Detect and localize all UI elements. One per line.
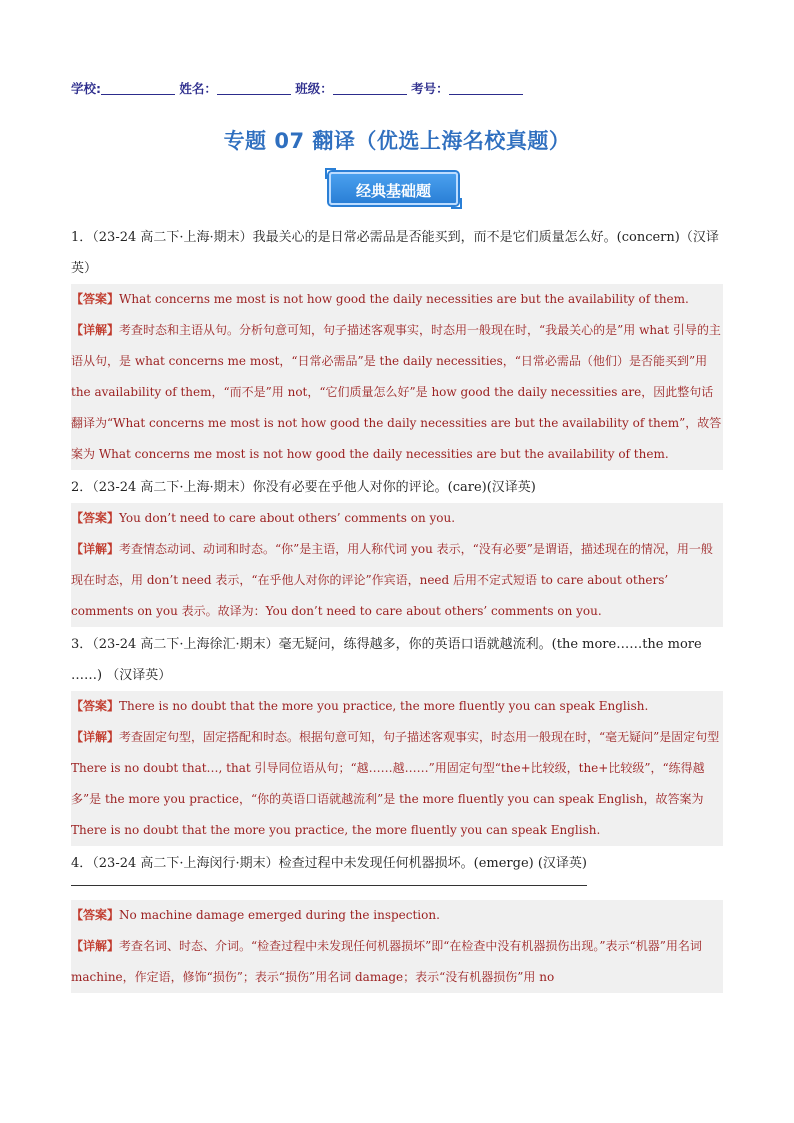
detail-line: [71, 931, 723, 993]
answer-line: [71, 503, 723, 534]
answer-tag: 【答案】: [71, 511, 120, 525]
question-prompt: 3．（23-24 高二下·上海徐汇·期末）毫无疑问，练得越多，你的英语口语就越流利。(the more……the more ……) （汉译英）: [71, 637, 702, 683]
school-blank[interactable]: [101, 82, 175, 95]
answer-box: [71, 503, 723, 627]
answer-write-line[interactable]: [71, 885, 587, 886]
answer-line: [71, 284, 723, 315]
answer-line: [71, 900, 723, 931]
answer-box: [71, 900, 723, 993]
badge-label: 经典基础题: [355, 182, 431, 200]
section-badge: [325, 168, 462, 209]
answer-text: There is no doubt that the more you practice, the more fluently you can speak English.: [119, 699, 649, 713]
question-prompt: 2．（23-24 高二下·上海·期末）你没有必要在乎他人对你的评论。(care)(汉译英): [71, 480, 536, 495]
class-label: 班级：: [295, 81, 333, 96]
answer-box: [71, 284, 723, 470]
answer-box: [71, 691, 723, 846]
detail-text: 考查时态和主语从句。分析句意可知，句子描述客观事实，时态用一般现在时，“我最关心的是”用 what 引导的主语从句，是 what concerns me most，“日常必需品”是 the daily necessities，“日常必需品（他们）是否能买到”用 the availability of them，“而不是”用 not，“它们质量怎么好”是 how good the daily necessities are，因此整句话翻译为“What concerns me most is not how good the daily necessities are but the availability of them”，故答案为 What concerns me most is not how good the daily necessities are but the availability of them.: [71, 323, 722, 461]
detail-line: [71, 315, 723, 470]
answer-text: You don’t need to care about others’ comments on you.: [119, 511, 456, 525]
class-blank[interactable]: [333, 82, 407, 95]
detail-line: [71, 722, 723, 846]
answer-line: [71, 691, 723, 722]
name-label: 姓名：: [179, 81, 217, 96]
answer-tag: 【答案】: [71, 699, 120, 713]
question-list: [71, 222, 723, 995]
answer-tag: 【答案】: [71, 292, 120, 306]
name-blank[interactable]: [217, 82, 291, 95]
question-prompt: 4．（23-24 高二下·上海闵行·期末）检查过程中未发现任何机器损坏。(emerge) (汉译英): [71, 856, 588, 871]
school-label: 学校:: [71, 81, 101, 96]
detail-text: 考查情态动词、动词和时态。“你”是主语，用人称代词 you 表示，“没有必要”是谓语，描述现在的情况，用一般现在时态，用 don’t need 表示，“在乎他人对你的评论”作宾语，need 后用不定式短语 to care about others’ comments on you 表示。故译为：You don’t need to care about others’ comments on you.: [71, 542, 713, 618]
detail-tag: 【详解】: [71, 542, 120, 556]
detail-line: [71, 534, 723, 627]
detail-tag: 【详解】: [71, 939, 120, 953]
answer-text: What concerns me most is not how good the daily necessities are but the availability of them.: [119, 292, 689, 306]
id-blank[interactable]: [449, 82, 523, 95]
page-title: 专题 07 翻译（优选上海名校真题）: [223, 129, 571, 153]
answer-text: No machine damage emerged during the inspection.: [119, 908, 440, 922]
student-info-header: [71, 79, 523, 97]
detail-text: 考查固定句型，固定搭配和时态。根据句意可知，句子描述客观事实，时态用一般现在时，“毫无疑问”是固定句型 There is no doubt that…, that 引导同位语从句；“越……越……”用固定句型“the+比较级，the+比较级”，“练得越多”是 the more you practice，“你的英语口语就越流利”是 the more fluently you can speak English，故答案为 There is no doubt that the more you practice, the more fluently you can speak English.: [71, 730, 720, 837]
detail-tag: 【详解】: [71, 730, 120, 744]
detail-text: 考查名词、时态、介词。“检查过程中未发现任何机器损坏”即“在检查中没有机器损伤出现。”表示“机器”用名词 machine，作定语，修饰“损伤”；表示“损伤”用名词 damage；表示“没有机器损伤”用 no: [71, 939, 702, 984]
answer-tag: 【答案】: [71, 908, 120, 922]
detail-tag: 【详解】: [71, 323, 120, 337]
question-prompt: 1．（23-24 高二下·上海·期末）我最关心的是日常必需品是否能买到，而不是它们质量怎么好。(concern)（汉译英）: [71, 230, 719, 276]
id-label: 考号：: [411, 81, 449, 96]
